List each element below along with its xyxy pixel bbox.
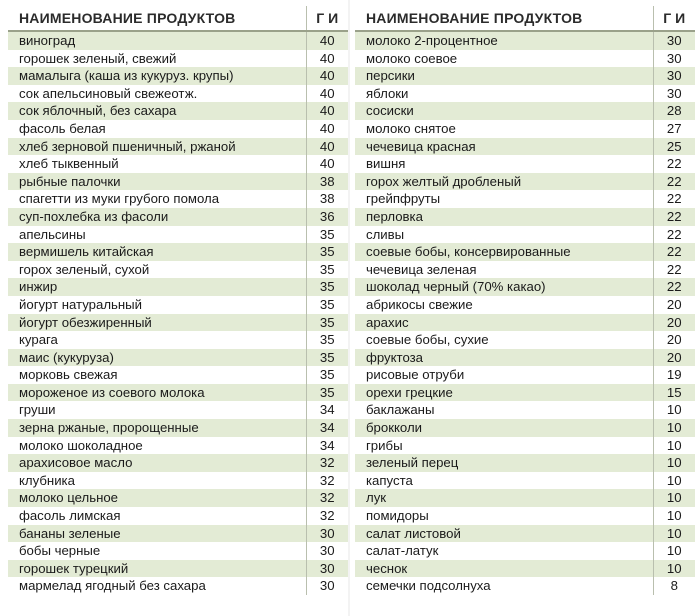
glycemic-index-value: 40 bbox=[306, 50, 348, 68]
product-name: вермишель китайская bbox=[8, 243, 306, 261]
product-name: орехи грецкие bbox=[355, 384, 653, 402]
glycemic-index-value: 32 bbox=[306, 472, 348, 490]
table-row bbox=[355, 419, 695, 437]
product-name: капуста bbox=[355, 472, 653, 490]
product-name: клубника bbox=[8, 472, 306, 490]
product-name: фруктоза bbox=[355, 349, 653, 367]
product-name: арахисовое масло bbox=[8, 454, 306, 472]
glycemic-index-value: 35 bbox=[306, 226, 348, 244]
product-name: вишня bbox=[355, 155, 653, 173]
glycemic-index-value: 36 bbox=[306, 208, 348, 226]
product-name: лук bbox=[355, 489, 653, 507]
glycemic-index-value: 30 bbox=[306, 542, 348, 560]
product-name: горошек зеленый, свежий bbox=[8, 50, 306, 68]
glycemic-index-value: 22 bbox=[653, 208, 695, 226]
glycemic-index-value: 10 bbox=[653, 560, 695, 578]
table-row bbox=[355, 472, 695, 490]
table-row bbox=[8, 155, 348, 173]
product-name: бобы черные bbox=[8, 542, 306, 560]
column-divider bbox=[348, 0, 350, 616]
glycemic-index-value: 35 bbox=[306, 349, 348, 367]
glycemic-index-value: 35 bbox=[306, 384, 348, 402]
glycemic-index-value: 22 bbox=[653, 226, 695, 244]
glycemic-index-value: 22 bbox=[653, 190, 695, 208]
table-row bbox=[8, 120, 348, 138]
column-header-product: НАИМЕНОВАНИЕ ПРОДУКТОВ bbox=[8, 6, 306, 31]
table-row bbox=[355, 226, 695, 244]
table-row bbox=[355, 278, 695, 296]
table-row bbox=[355, 349, 695, 367]
table-row bbox=[355, 296, 695, 314]
table-row bbox=[8, 366, 348, 384]
table-row bbox=[8, 560, 348, 578]
product-name: инжир bbox=[8, 278, 306, 296]
glycemic-index-value: 30 bbox=[306, 525, 348, 543]
table-row bbox=[355, 331, 695, 349]
product-name: суп-похлебка из фасоли bbox=[8, 208, 306, 226]
product-name: брокколи bbox=[355, 419, 653, 437]
product-name: молоко 2-процентное bbox=[355, 31, 653, 50]
glycemic-index-value: 38 bbox=[306, 190, 348, 208]
product-name: сосиски bbox=[355, 102, 653, 120]
glycemic-index-value: 35 bbox=[306, 331, 348, 349]
table-row bbox=[355, 31, 695, 50]
glycemic-index-value: 8 bbox=[653, 577, 695, 595]
glycemic-index-value: 32 bbox=[306, 489, 348, 507]
table-row bbox=[8, 50, 348, 68]
glycemic-index-value: 30 bbox=[306, 560, 348, 578]
table-row bbox=[355, 560, 695, 578]
product-name: арахис bbox=[355, 314, 653, 332]
glycemic-index-value: 40 bbox=[306, 67, 348, 85]
table-row bbox=[8, 296, 348, 314]
table-row bbox=[355, 437, 695, 455]
table-row bbox=[355, 173, 695, 191]
product-name: зерна ржаные, пророщенные bbox=[8, 419, 306, 437]
glycemic-index-value: 40 bbox=[306, 120, 348, 138]
gi-table-left bbox=[8, 6, 348, 595]
product-name: соевые бобы, сухие bbox=[355, 331, 653, 349]
glycemic-index-value: 10 bbox=[653, 489, 695, 507]
column-header-gi: Г И bbox=[653, 6, 695, 31]
glycemic-index-value: 10 bbox=[653, 542, 695, 560]
table-row bbox=[8, 31, 348, 50]
product-name: хлеб зерновой пшеничный, ржаной bbox=[8, 138, 306, 156]
table-row bbox=[355, 243, 695, 261]
glycemic-index-value: 10 bbox=[653, 454, 695, 472]
glycemic-index-value: 22 bbox=[653, 261, 695, 279]
product-name: молоко цельное bbox=[8, 489, 306, 507]
glycemic-index-value: 40 bbox=[306, 85, 348, 103]
glycemic-index-value: 20 bbox=[653, 331, 695, 349]
table-row bbox=[8, 437, 348, 455]
product-name: виноград bbox=[8, 31, 306, 50]
product-name: чечевица красная bbox=[355, 138, 653, 156]
product-name: йогурт обезжиренный bbox=[8, 314, 306, 332]
table-row bbox=[8, 401, 348, 419]
table-header bbox=[8, 6, 348, 31]
table-row bbox=[355, 384, 695, 402]
table-row bbox=[8, 261, 348, 279]
product-name: бананы зеленые bbox=[8, 525, 306, 543]
glycemic-index-value: 28 bbox=[653, 102, 695, 120]
gi-table-right bbox=[355, 6, 695, 595]
product-name: морковь свежая bbox=[8, 366, 306, 384]
product-name: сок яблочный, без сахара bbox=[8, 102, 306, 120]
table-row bbox=[8, 226, 348, 244]
table-row bbox=[355, 261, 695, 279]
table-row bbox=[355, 577, 695, 595]
glycemic-index-value: 15 bbox=[653, 384, 695, 402]
product-name: абрикосы свежие bbox=[355, 296, 653, 314]
product-name: шоколад черный (70% какао) bbox=[355, 278, 653, 296]
table-row bbox=[8, 384, 348, 402]
table-row bbox=[355, 155, 695, 173]
table-row bbox=[355, 67, 695, 85]
table-row bbox=[8, 173, 348, 191]
table-row bbox=[8, 454, 348, 472]
product-name: семечки подсолнуха bbox=[355, 577, 653, 595]
glycemic-index-value: 34 bbox=[306, 419, 348, 437]
table-row bbox=[8, 489, 348, 507]
table-row bbox=[8, 138, 348, 156]
table-header bbox=[355, 6, 695, 31]
product-name: сок апельсиновый свежеотж. bbox=[8, 85, 306, 103]
product-name: грейпфруты bbox=[355, 190, 653, 208]
table-row bbox=[8, 542, 348, 560]
glycemic-index-value: 27 bbox=[653, 120, 695, 138]
column-header-gi: Г И bbox=[306, 6, 348, 31]
glycemic-index-value: 40 bbox=[306, 138, 348, 156]
table-row bbox=[355, 489, 695, 507]
product-name: баклажаны bbox=[355, 401, 653, 419]
product-name: курага bbox=[8, 331, 306, 349]
glycemic-index-value: 34 bbox=[306, 401, 348, 419]
product-name: персики bbox=[355, 67, 653, 85]
table-row bbox=[8, 67, 348, 85]
table-row bbox=[355, 138, 695, 156]
table-row bbox=[8, 314, 348, 332]
product-name: рисовые отруби bbox=[355, 366, 653, 384]
table-row bbox=[355, 120, 695, 138]
table-row bbox=[355, 507, 695, 525]
glycemic-index-value: 35 bbox=[306, 366, 348, 384]
table-row bbox=[355, 525, 695, 543]
table-row bbox=[355, 401, 695, 419]
product-name: яблоки bbox=[355, 85, 653, 103]
glycemic-index-value: 19 bbox=[653, 366, 695, 384]
product-name: горох желтый дробленый bbox=[355, 173, 653, 191]
glycemic-index-value: 35 bbox=[306, 243, 348, 261]
glycemic-index-value: 35 bbox=[306, 261, 348, 279]
glycemic-index-value: 35 bbox=[306, 296, 348, 314]
table-row bbox=[355, 85, 695, 103]
table-row bbox=[8, 85, 348, 103]
product-name: сливы bbox=[355, 226, 653, 244]
glycemic-index-value: 32 bbox=[306, 507, 348, 525]
table-row bbox=[8, 472, 348, 490]
table-row bbox=[8, 102, 348, 120]
table-row bbox=[8, 349, 348, 367]
table-row bbox=[355, 190, 695, 208]
table-row bbox=[355, 314, 695, 332]
glycemic-index-value: 10 bbox=[653, 401, 695, 419]
table-row bbox=[8, 577, 348, 595]
table-row bbox=[8, 419, 348, 437]
product-name: апельсины bbox=[8, 226, 306, 244]
product-name: рыбные палочки bbox=[8, 173, 306, 191]
column-header-product: НАИМЕНОВАНИЕ ПРОДУКТОВ bbox=[355, 6, 653, 31]
glycemic-index-value: 10 bbox=[653, 525, 695, 543]
product-name: горох зеленый, сухой bbox=[8, 261, 306, 279]
glycemic-index-value: 22 bbox=[653, 173, 695, 191]
glycemic-index-value: 30 bbox=[653, 67, 695, 85]
product-name: чечевица зеленая bbox=[355, 261, 653, 279]
table-row bbox=[8, 507, 348, 525]
glycemic-index-value: 10 bbox=[653, 437, 695, 455]
product-name: йогурт натуральный bbox=[8, 296, 306, 314]
glycemic-index-value: 35 bbox=[306, 314, 348, 332]
product-name: молоко снятое bbox=[355, 120, 653, 138]
glycemic-index-value: 22 bbox=[653, 243, 695, 261]
product-name: перловка bbox=[355, 208, 653, 226]
glycemic-index-value: 40 bbox=[306, 31, 348, 50]
product-name: фасоль лимская bbox=[8, 507, 306, 525]
glycemic-index-value: 40 bbox=[306, 102, 348, 120]
product-name: фасоль белая bbox=[8, 120, 306, 138]
glycemic-index-value: 34 bbox=[306, 437, 348, 455]
glycemic-index-value: 30 bbox=[653, 31, 695, 50]
product-name: салат листовой bbox=[355, 525, 653, 543]
table-row bbox=[8, 525, 348, 543]
glycemic-index-value: 30 bbox=[653, 50, 695, 68]
product-name: мороженое из соевого молока bbox=[8, 384, 306, 402]
product-name: груши bbox=[8, 401, 306, 419]
glycemic-index-value: 32 bbox=[306, 454, 348, 472]
table-row bbox=[8, 190, 348, 208]
table-row bbox=[355, 454, 695, 472]
product-name: горошек турецкий bbox=[8, 560, 306, 578]
table-row bbox=[8, 331, 348, 349]
product-name: мамалыга (каша из кукуруз. крупы) bbox=[8, 67, 306, 85]
table-row bbox=[8, 243, 348, 261]
product-name: спагетти из муки грубого помола bbox=[8, 190, 306, 208]
product-name: грибы bbox=[355, 437, 653, 455]
table-row bbox=[355, 542, 695, 560]
table-row bbox=[355, 102, 695, 120]
table-row bbox=[8, 208, 348, 226]
glycemic-index-value: 20 bbox=[653, 314, 695, 332]
product-name: мармелад ягодный без сахара bbox=[8, 577, 306, 595]
table-row bbox=[8, 278, 348, 296]
product-name: соевые бобы, консервированные bbox=[355, 243, 653, 261]
glycemic-index-value: 20 bbox=[653, 296, 695, 314]
glycemic-index-value: 40 bbox=[306, 155, 348, 173]
glycemic-index-value: 20 bbox=[653, 349, 695, 367]
product-name: молоко соевое bbox=[355, 50, 653, 68]
product-name: помидоры bbox=[355, 507, 653, 525]
glycemic-index-value: 22 bbox=[653, 278, 695, 296]
glycemic-index-value: 30 bbox=[306, 577, 348, 595]
product-name: хлеб тыквенный bbox=[8, 155, 306, 173]
glycemic-index-value: 38 bbox=[306, 173, 348, 191]
product-name: зеленый перец bbox=[355, 454, 653, 472]
product-name: молоко шоколадное bbox=[8, 437, 306, 455]
product-name: чеснок bbox=[355, 560, 653, 578]
glycemic-index-value: 30 bbox=[653, 85, 695, 103]
glycemic-index-value: 10 bbox=[653, 419, 695, 437]
product-name: салат-латук bbox=[355, 542, 653, 560]
table-row bbox=[355, 366, 695, 384]
product-name: маис (кукуруза) bbox=[8, 349, 306, 367]
table-row bbox=[355, 50, 695, 68]
glycemic-index-value: 22 bbox=[653, 155, 695, 173]
glycemic-index-value: 10 bbox=[653, 507, 695, 525]
glycemic-index-value: 25 bbox=[653, 138, 695, 156]
glycemic-index-value: 10 bbox=[653, 472, 695, 490]
glycemic-index-value: 35 bbox=[306, 278, 348, 296]
table-row bbox=[355, 208, 695, 226]
